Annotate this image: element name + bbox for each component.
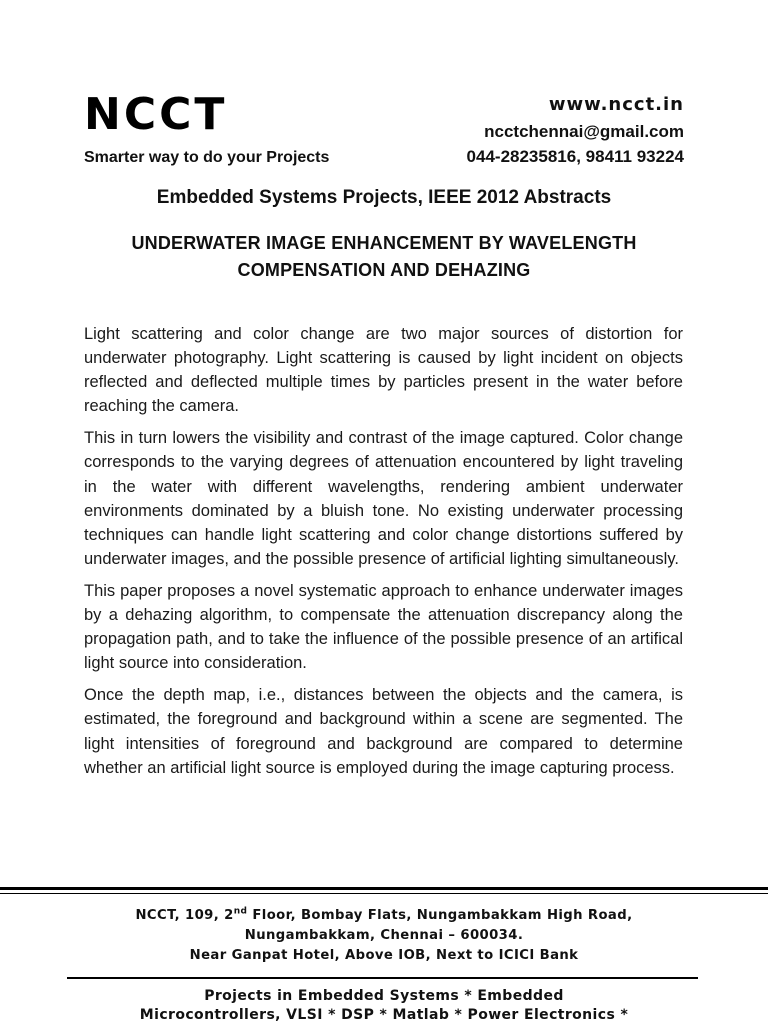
abstract-paragraph: Once the depth map, i.e., distances between the objects and the camera, is estimated, the foreground and background within a scene are segmented. The light intensities of foreground and background are compared to determine whether an artificial light source is employed during the image capturing process.	[84, 686, 683, 777]
address-line-1	[0, 906, 768, 926]
email-link[interactable]: ncctchennai@gmail.com	[484, 122, 684, 141]
abstract-paragraph: This paper proposes a novel systematic approach to enhance underwater images by a dehazing algorithm, to compensate the attenuation discrepancy along the propagation path, and to take the influence of the possible presence of an artifical light source into consideration.	[84, 581, 683, 673]
phone-numbers: 044-28235816, 98411 93224	[466, 147, 684, 166]
address-line-1-end: Floor, Bombay Flats, Nungambakkam High Road,	[247, 908, 633, 923]
abstract-paragraph: Light scattering and color change are two major sources of distortion for underwater photography. Light scattering is caused by light incident on objects reflected and deflected multiple times by particles present in the water before reaching the camera.	[84, 325, 683, 416]
footer-divider-mid	[67, 977, 698, 979]
contact-block	[467, 94, 684, 169]
services-line-2: Microcontrollers, VLSI * DSP * Matlab * Power Electronics *	[139, 1007, 629, 1023]
series-title: Embedded Systems Projects, IEEE 2012 Abstracts	[156, 187, 612, 208]
footer-divider-thick	[0, 887, 768, 890]
paper-title	[84, 230, 684, 284]
paper-title-line-1: UNDERWATER IMAGE ENHANCEMENT BY WAVELENGTH	[131, 233, 637, 253]
services-line-1: Projects in Embedded Systems * Embedded	[204, 988, 564, 1004]
footer-address	[0, 906, 768, 966]
address-ordinal-suffix: nd	[233, 906, 248, 917]
paper-title-line-2: COMPENSATION AND DEHAZING	[237, 260, 531, 280]
footer-divider-thin	[0, 893, 768, 894]
address-line-3: Near Ganpat Hotel, Above IOB, Next to ICICI Bank	[189, 948, 579, 963]
footer-services	[0, 987, 768, 1025]
ncct-logo: NCCT	[84, 89, 228, 140]
address-line-2: Nungambakkam, Chennai – 600034.	[244, 928, 524, 943]
website-link[interactable]: www.ncct.in	[548, 94, 684, 115]
abstract-paragraph: This in turn lowers the visibility and contrast of the image captured. Color change corresponds to the varying degrees of attenuation encountered by light traveling in the water with different wavelengths, rendering ambient underwater environments dominated by a bluish tone. No existing underwater processing techniques can handle light scattering and color change distortions suffered by underwater images, and the possible presence of artificial lighting simultaneously.	[84, 429, 683, 568]
abstract-body	[84, 322, 683, 788]
tagline: Smarter way to do your Projects	[84, 149, 330, 166]
address-line-1-start: NCCT, 109, 2	[135, 908, 234, 923]
